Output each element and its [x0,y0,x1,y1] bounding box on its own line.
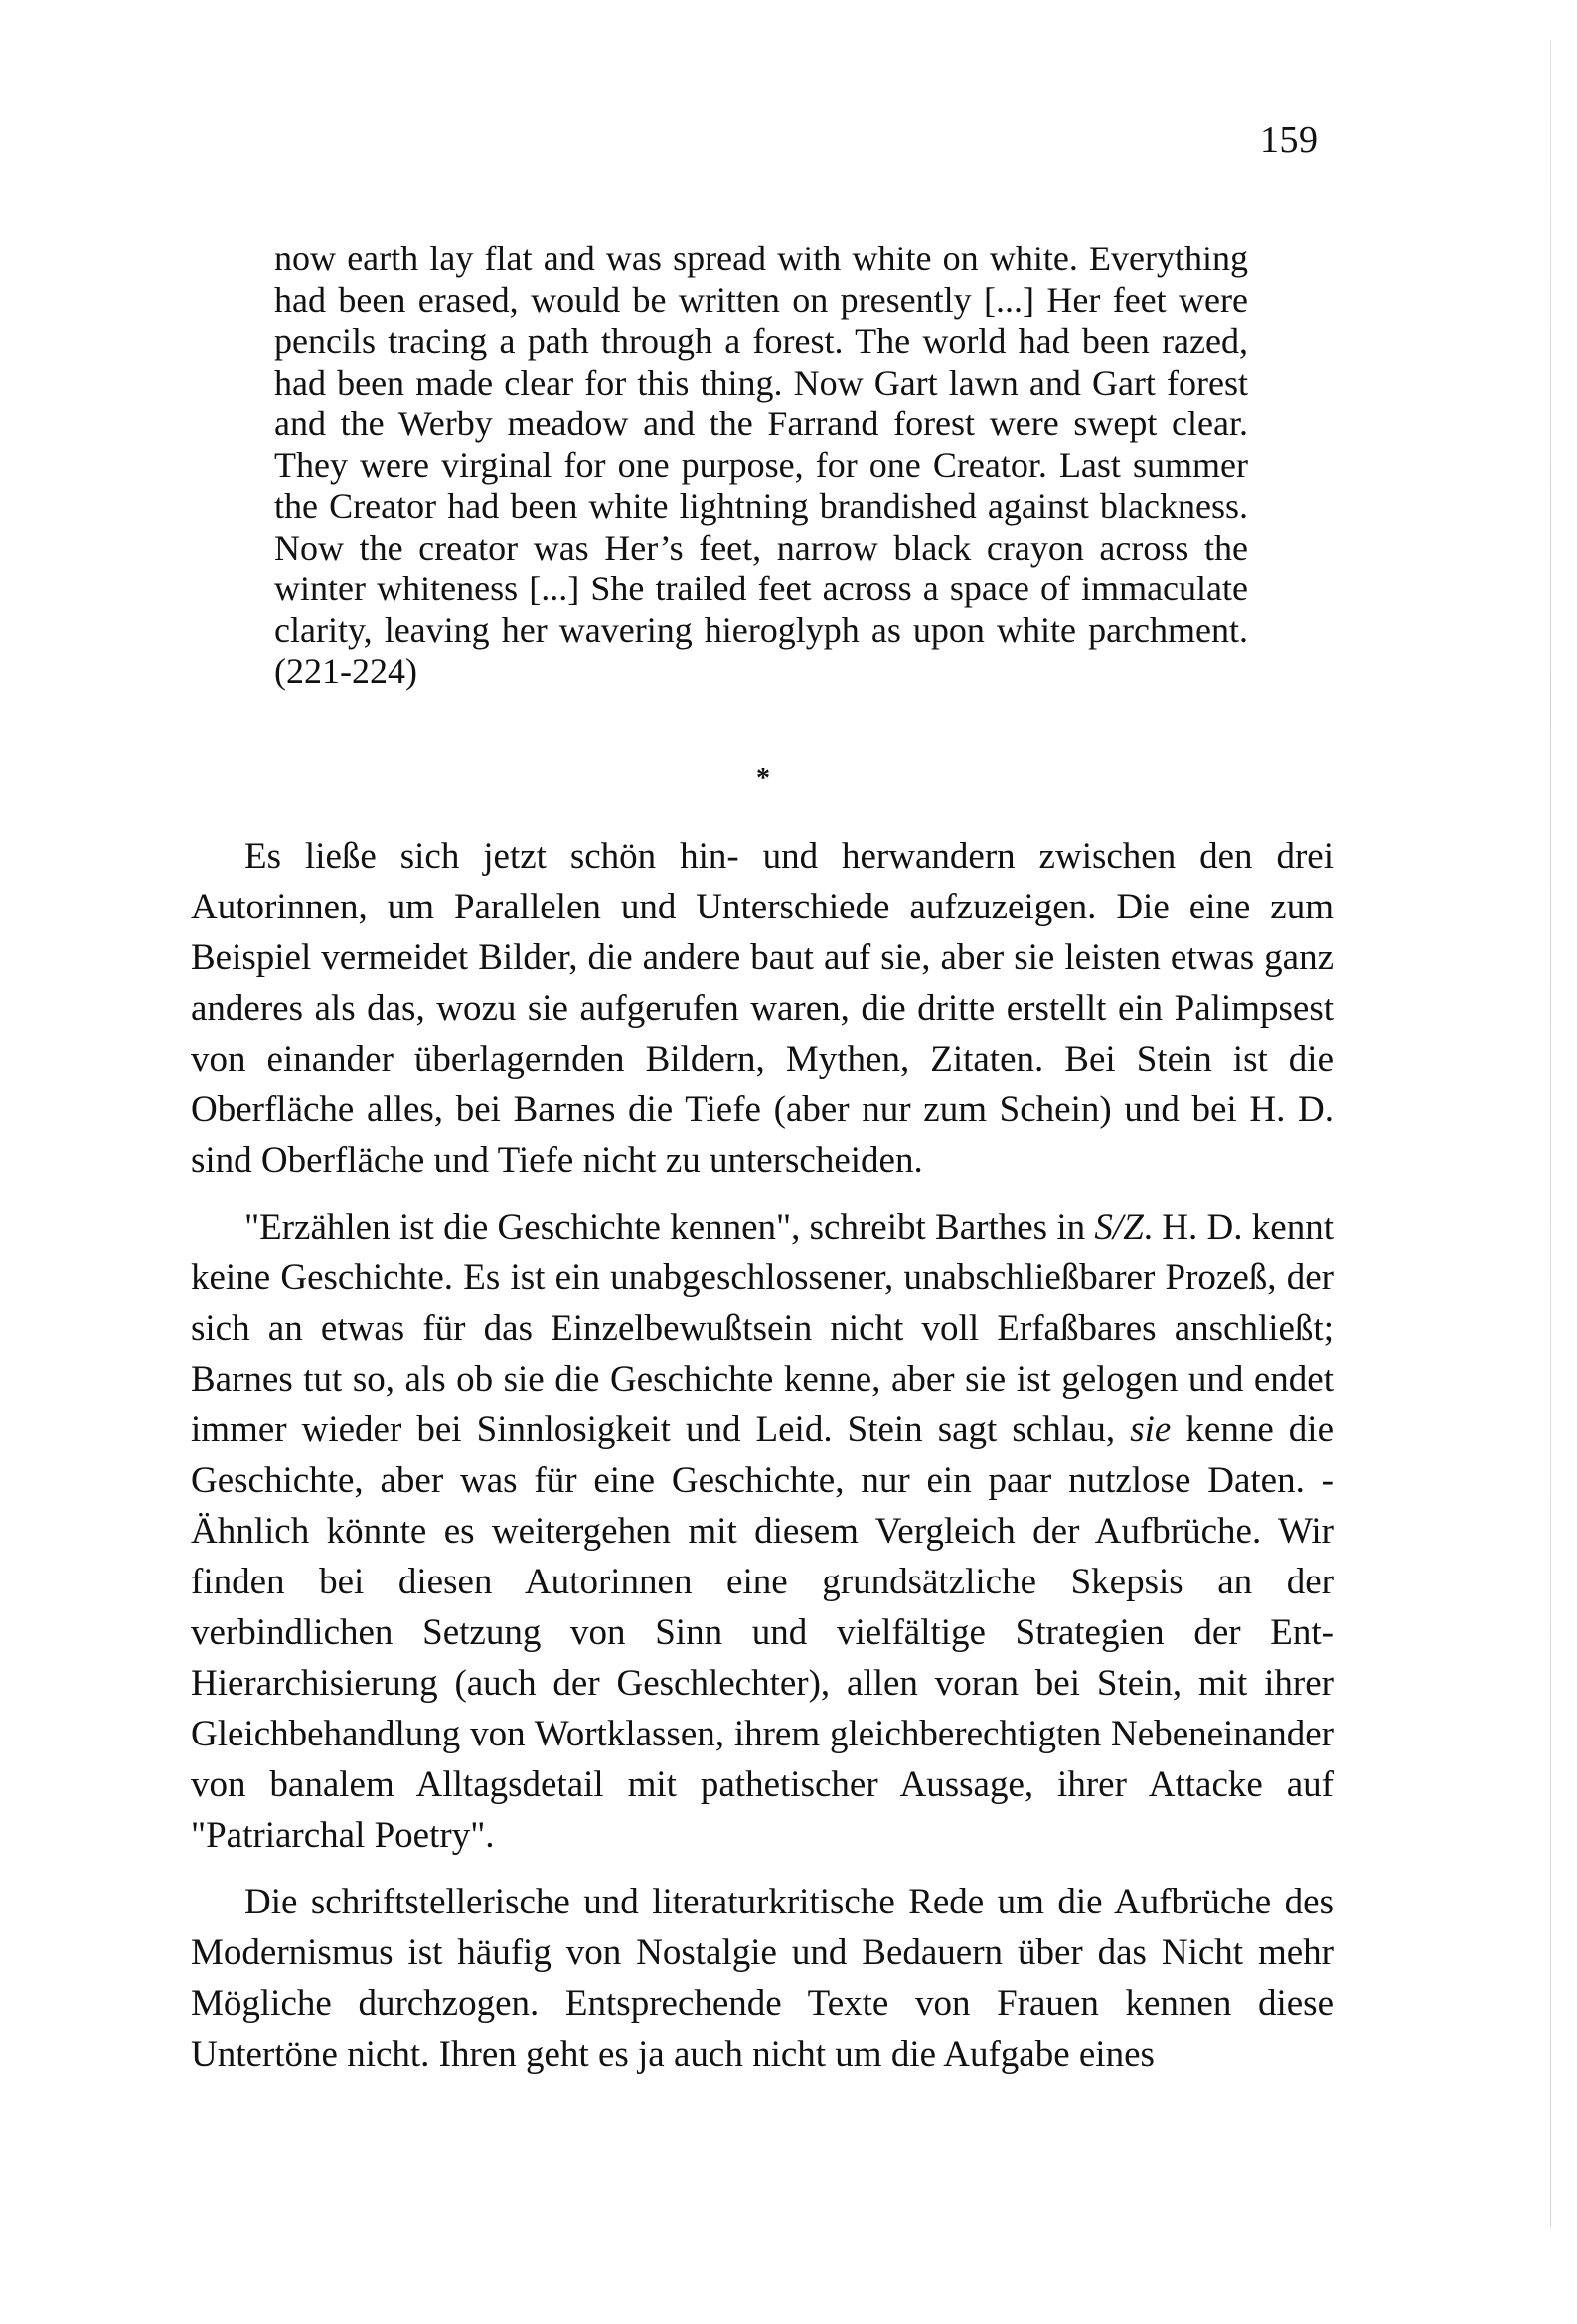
section-separator: * [756,763,770,794]
emphasis-sie: sie [1130,1410,1172,1450]
paragraph-2-part-a: "Erzählen ist die Geschichte kennen", schreibt Barthes in [244,1207,1095,1247]
page-edge-shadow [1550,40,1551,2227]
block-quote [274,239,1248,693]
paragraph-3: Die schriftstellerische und literaturkritische Rede um die Aufbrüche des Modernismus ist häufig von Nostalgie und Bedauern über das Nicht mehr Mögliche durchzogen. Entsprechende Texte von Frauen kennen diese Untertöne nicht. Ihren geht es ja auch nicht um die Aufgabe eines [191,1882,1334,2075]
body-text [191,831,1334,2079]
paragraph-2 [191,1202,1334,1861]
paragraph-2-part-b: . H. D. kennt keine Geschichte. Es ist ein unabgeschlossener, unabschließbarer Prozeß, der sich an etwas für das Einzelbewußtsein nicht voll Erfaßbares anschließt; Barnes tut so, als ob sie die Geschichte kenne, aber sie ist gelogen und endet immer wieder bei Sinnlosigkeit und Leid. Stein sagt schlau, [191,1207,1334,1450]
paragraph-1: Es ließe sich jetzt schön hin- und herwandern zwischen den drei Autorinnen, um Parallelen und Unterschiede aufzuzeigen. Die eine zum Beispiel vermeidet Bilder, die andere baut auf sie, aber sie leisten etwas ganz anderes als das, wozu sie aufgerufen waren, die dritte erstellt ein Palimpsest von einander überlagernden Bildern, Mythen, Zitaten. Bei Stein ist die Oberfläche alles, bei Barnes die Tiefe (aber nur zum Schein) und bei H. D. sind Oberfläche und Tiefe nicht zu unterscheiden. [191,836,1334,1181]
paragraph-2-part-c: kenne die Geschichte, aber was für eine Geschichte, nur ein paar nutzlose Daten. - Ähnlich könnte es weitergehen mit diesem Vergleich der Aufbrüche. Wir finden bei diesen Autorinnen eine grundsätzliche Skepsis an der verbindlichen Setzung von Sinn und vielfältige Strategien der Ent-Hierarchisierung (auch der Geschlechter), allen voran bei Stein, mit ihrer Gleichbehandlung von Wortklassen, ihrem gleichberechtigten Nebeneinander von banalem Alltagsdetail mit pathetischer Aussage, ihrer Attacke auf "Patriarchal Poetry". [191,1410,1334,1856]
page-number: 159 [1260,119,1319,161]
book-title-sz: S/Z [1094,1207,1144,1247]
quote-text: now earth lay flat and was spread with white on white. Everything had been erased, would be written on presently [...] Her feet were pencils tracing a path through a forest. The world had been razed, had been made clear for this thing. Now Gart lawn and Gart forest and the Werby meadow and the Farrand forest were swept clear. They were virginal for one purpose, for one Creator. Last summer the Creator had been white lightning brandished against blackness. Now the creator was Her’s feet, narrow black crayon across the winter whiteness [...] She trailed feet across a space of immaculate clarity, leaving her wavering hieroglyph as upon white parchment. (221-224) [274,239,1248,691]
